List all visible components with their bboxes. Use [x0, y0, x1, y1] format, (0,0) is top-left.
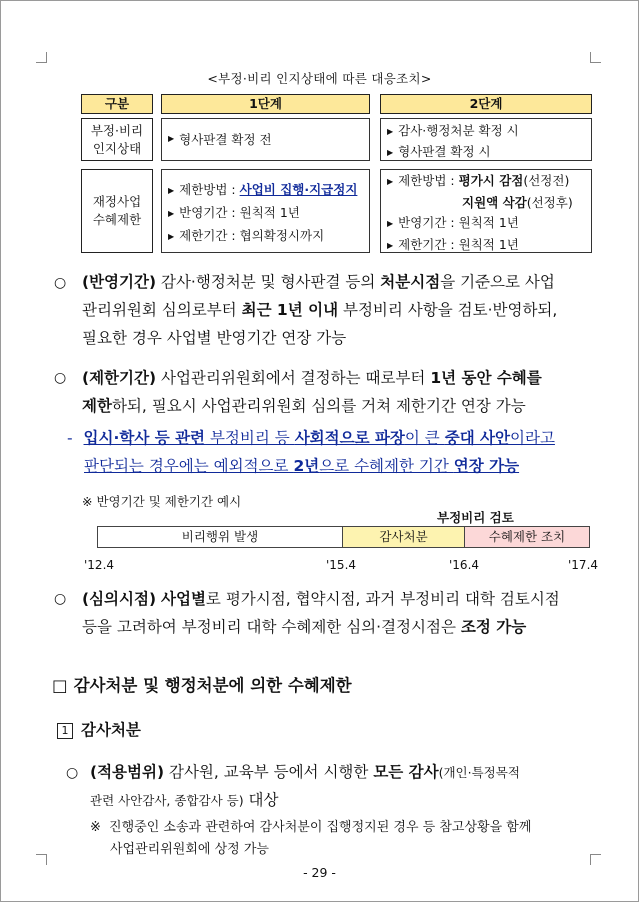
text: 사업관리위원회에서 결정하는 때로부터	[156, 369, 431, 387]
dash-bullet: -	[67, 429, 73, 447]
paragraph-line	[90, 786, 278, 815]
note-line	[90, 817, 531, 839]
paragraph-line	[82, 392, 526, 420]
subsection-heading	[57, 718, 141, 740]
text: 부정비리 사항을 검토·반영하되,	[338, 301, 558, 319]
paragraph-heading: (반영기간)	[82, 273, 157, 291]
number-box-icon: 1	[57, 723, 73, 739]
text-bold: 사회적으로 파장	[294, 429, 405, 447]
triangle-bullet-icon: ▶	[168, 232, 175, 241]
timeline-note: ※ 반영기간 및 제한기간 예시	[82, 494, 242, 509]
row-label-line: 수혜제한	[92, 212, 142, 227]
cell-text: 제한방법 :	[179, 182, 240, 197]
text-bold: 연장 가능	[453, 457, 520, 475]
text: 판단되는 경우에는 예외적으로	[84, 457, 294, 475]
note-line: 사업관리위원회에 상정 가능	[110, 842, 269, 857]
crop-mark	[36, 52, 47, 63]
cell-text: 반영기간 : 원칙적 1년	[179, 205, 300, 220]
text: 대상	[243, 791, 279, 809]
cell-text: 형사판결 확정 전	[179, 132, 272, 147]
text-small: 관련 사안감사, 종합감사 등)	[90, 793, 244, 808]
stage2-awareness-cell	[380, 118, 592, 161]
stage2-restriction-cell	[380, 169, 592, 253]
row-label-awareness	[81, 118, 153, 161]
triangle-bullet-icon: ▶	[168, 134, 175, 143]
paragraph-line	[90, 758, 520, 787]
circle-bullet-icon: ○	[66, 765, 79, 781]
text-bold: 중대 사안	[444, 429, 511, 447]
crop-mark	[36, 854, 47, 865]
timeline-tick: '17.4	[568, 558, 599, 572]
cell-text: 형사판결 확정 시	[398, 144, 491, 159]
cell-text: 제한기간 : 원칙적 1년	[398, 237, 519, 252]
timeline-segment-incident: 비리행위 발생	[97, 526, 343, 548]
square-box-icon: □	[52, 676, 68, 695]
subsection-title-text: 감사처분	[81, 721, 141, 739]
text-bold: 2년	[293, 457, 320, 475]
note-mark: ※	[90, 820, 101, 835]
section-heading	[52, 672, 352, 696]
timeline-tick: '16.4	[449, 558, 480, 572]
text: 부정비리 등	[205, 429, 295, 447]
cell-text: 반영기간 : 원칙적 1년	[398, 215, 519, 230]
text-bold: 제한	[82, 397, 112, 415]
row-label-line: 재정사업	[92, 194, 142, 209]
text-bold: 조정 가능	[460, 618, 527, 636]
cell-text: 제한기간 : 협의확정시까지	[179, 228, 325, 243]
note-text: 진행중인 소송과 관련하여 감사처분이 집행정지된 경우 등 참고상황을 함께	[109, 820, 532, 835]
paragraph-line	[82, 268, 555, 296]
text: 이 큰	[404, 429, 445, 447]
text: 감사원, 교육부 등에서 시행한	[164, 763, 374, 781]
paragraph-heading: (적용범위)	[90, 763, 165, 781]
text-bold: 모든 감사	[373, 763, 439, 781]
text: 하되, 필요시 사업관리위원회 심의를 거쳐 제한기간 연장 가능	[111, 397, 526, 415]
text: 로 평가시점, 협약시점, 과거 부정비리 대학 검토시점	[205, 590, 560, 608]
text-bold: 1년 동안 수혜를	[430, 369, 542, 387]
timeline-review-label: 부정비리 검토	[437, 510, 514, 525]
cell-text: 감사·행정처분 확정 시	[398, 123, 519, 138]
paragraph-line	[82, 585, 560, 613]
table-header-category: 구분	[81, 94, 153, 114]
dash-item-line	[67, 424, 555, 452]
row-label-restriction	[81, 169, 153, 253]
triangle-bullet-icon: ▶	[387, 127, 394, 136]
stage1-awareness-cell	[161, 118, 370, 161]
triangle-bullet-icon: ▶	[387, 219, 394, 228]
paragraph-line	[82, 296, 557, 324]
page-number: - 29 -	[303, 865, 336, 880]
paragraph-line	[82, 364, 542, 392]
timeline-tick: '12.4	[84, 558, 115, 572]
table-header-stage1: 1단계	[161, 94, 370, 114]
cell-text: (선정후)	[526, 195, 573, 210]
triangle-bullet-icon: ▶	[387, 177, 394, 186]
dash-item-line	[84, 452, 519, 480]
text-bold: 처분시점	[380, 273, 441, 291]
triangle-bullet-icon: ▶	[168, 209, 175, 218]
text: 감사·행정처분 및 형사판결 등의	[156, 273, 381, 291]
circle-bullet-icon: ○	[54, 370, 67, 386]
paragraph-line: 필요한 경우 사업별 반영기간 연장 가능	[82, 329, 347, 347]
timeline-tick: '15.4	[326, 558, 357, 572]
text-bold: 사업별	[161, 590, 206, 608]
circle-bullet-icon: ○	[54, 275, 67, 291]
paragraph-heading: (제한기간)	[82, 369, 157, 387]
text: 등을 고려하여 부정비리 대학 수혜제한 심의·결정시점은	[82, 618, 461, 636]
text-bold: 입시·학사 등 관련	[83, 429, 206, 447]
timeline-segment-audit: 감사처분	[342, 526, 465, 548]
text-bold: 최근 1년 이내	[241, 301, 339, 319]
row-label-line: 인지상태	[92, 140, 142, 156]
triangle-bullet-icon: ▶	[387, 241, 394, 250]
text-small: (개인·특정목적	[438, 765, 520, 780]
cell-emphasis: 평가시 감점	[458, 173, 524, 188]
cell-emphasis: 사업비 집행·지급정지	[239, 182, 358, 197]
text: 관리위원회 심의로부터	[82, 301, 242, 319]
circle-bullet-icon: ○	[54, 591, 67, 607]
table-caption: <부정·비리 인지상태에 따른 대응조치>	[207, 71, 432, 86]
text: 을 기준으로 사업	[440, 273, 555, 291]
table-header-stage2: 2단계	[380, 94, 592, 114]
text: 으로 수혜제한 기간	[319, 457, 454, 475]
timeline-segment-restriction: 수혜제한 조치	[464, 526, 590, 548]
stage1-restriction-cell	[161, 169, 370, 253]
paragraph-line	[82, 613, 526, 641]
cell-emphasis: 지원액 삭감	[462, 195, 527, 210]
triangle-bullet-icon: ▶	[387, 148, 394, 157]
row-label-line: 부정·비리	[90, 122, 144, 138]
paragraph-heading: (심의시점)	[82, 590, 157, 608]
crop-mark	[590, 52, 601, 63]
triangle-bullet-icon: ▶	[168, 186, 175, 195]
cell-text: 제한방법 :	[398, 173, 459, 188]
crop-mark	[590, 854, 601, 865]
section-title-text: 감사처분 및 행정처분에 의한 수혜제한	[73, 676, 352, 695]
cell-text: (선정전)	[523, 173, 570, 188]
text: 이라고	[510, 429, 555, 447]
